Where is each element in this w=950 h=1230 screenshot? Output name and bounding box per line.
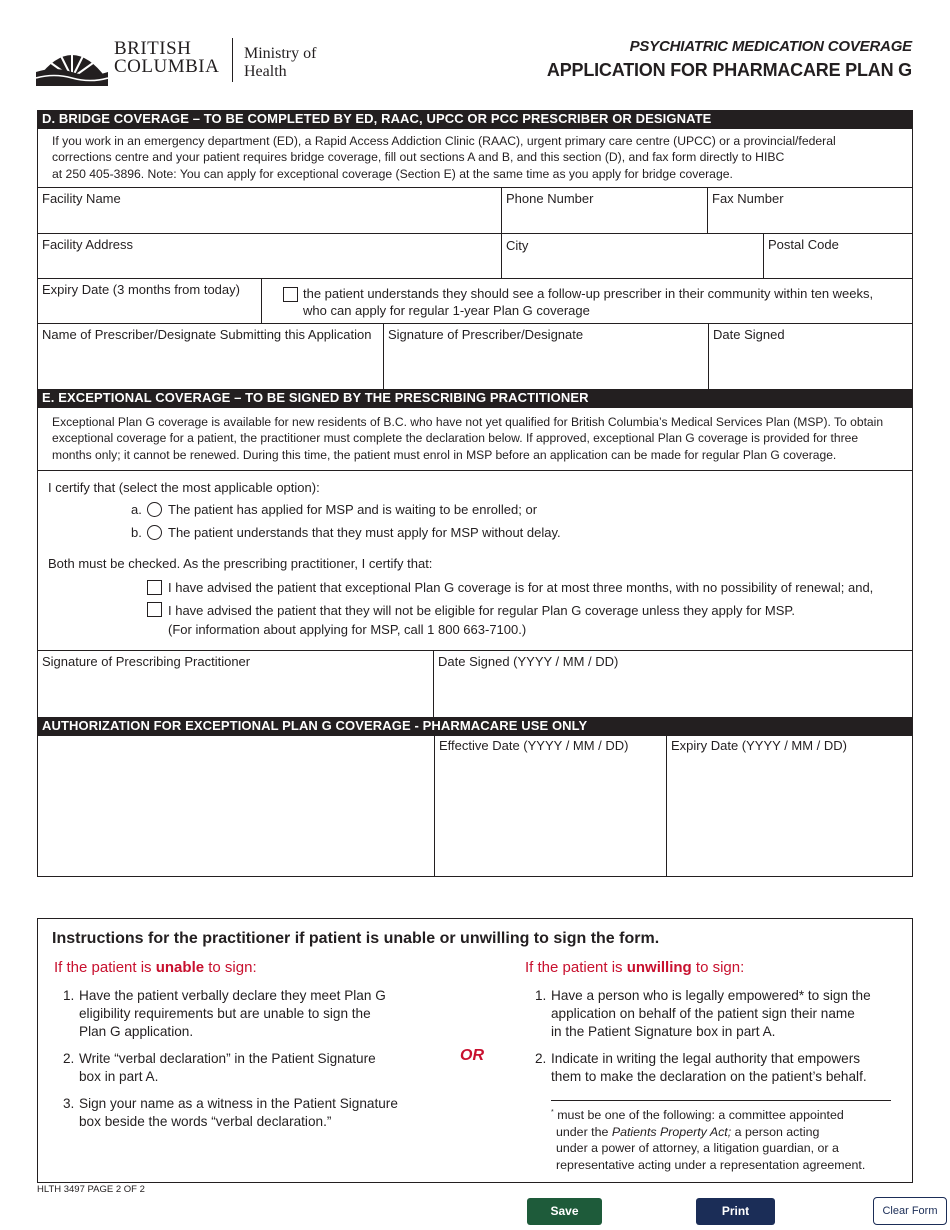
logo-divider: [232, 38, 233, 82]
facility-name-field[interactable]: [37, 187, 502, 234]
option-b-marker: b.: [131, 525, 142, 540]
step-number: 1.: [535, 988, 547, 1003]
save-button[interactable]: Save: [527, 1198, 602, 1225]
step-line: in the Patient Signature box in part A.: [551, 1024, 776, 1039]
section-d-intro-line1: If you work in an emergency department (ED), a Rapid Access Addiction Clinic (RAAC), urgent primary care centre (UPCC) or a provincial/federal: [52, 134, 836, 148]
effective-date-field[interactable]: [434, 736, 667, 877]
city-field[interactable]: [501, 233, 764, 279]
footnote-mark: *: [551, 1109, 554, 1116]
section-e-intro-line2: exceptional coverage for a patient, the practitioner must complete the declaration below. If approved, exceptional Plan G coverage is provided for three: [52, 431, 859, 446]
bc-wordmark: [114, 40, 219, 76]
step-number: 1.: [63, 988, 75, 1003]
effective-date-label: Effective Date (YYYY / MM / DD): [439, 738, 629, 753]
facility-address-field[interactable]: [37, 233, 502, 279]
prescriber-signature-field[interactable]: [383, 323, 709, 390]
or-separator: OR: [460, 1047, 484, 1064]
both-checked-text: Both must be checked. As the prescribing practitioner, I certify that:: [48, 556, 433, 571]
three-months-label: I have advised the patient that exceptional Plan G coverage is for at most three months, with no possibility of renewal; and,: [168, 580, 874, 595]
date-signed-label: Date Signed: [713, 327, 785, 342]
step-number: 2.: [63, 1051, 75, 1066]
step-line: them to make the declaration on the patient’s behalf.: [551, 1069, 867, 1084]
clear-form-button[interactable]: Clear Form: [873, 1197, 947, 1225]
unable-step-2: [63, 1050, 413, 1086]
section-d-intro-line3: at 250 405-3896. Note: You can apply for exceptional coverage (Section E) at the same time as you apply for bridge coverage.: [52, 166, 733, 181]
authorization-blank-cell: [37, 736, 435, 877]
unwilling-step-2: [535, 1050, 905, 1086]
msp-eligibility-label: I have advised the patient that they will not be eligible for regular Plan G coverage unless they apply for MSP.: [168, 603, 796, 618]
practitioner-date-field[interactable]: [433, 650, 913, 718]
option-a-marker: a.: [131, 502, 142, 517]
auth-expiry-date-label: Expiry Date (YYYY / MM / DD): [671, 738, 848, 753]
ministry-line2: Health: [244, 63, 287, 80]
postal-code-field[interactable]: [763, 233, 913, 279]
instructions-heading: Instructions for the practitioner if patient is unable or unwilling to sign the form.: [52, 930, 660, 947]
print-button[interactable]: Print: [696, 1198, 775, 1225]
unable-heading: [54, 959, 257, 976]
option-b-radio[interactable]: [147, 525, 162, 540]
form-code: HLTH 3497 PAGE 2 OF 2: [37, 1184, 145, 1195]
section-d-intro-line2: corrections centre and your patient requires bridge coverage, fill out sections A and B, and this section (D), and fax form directly to HIBC: [52, 150, 785, 165]
facility-address-label: Facility Address: [42, 237, 134, 252]
prescriber-name-field[interactable]: [37, 323, 384, 390]
bc-logo: [36, 36, 336, 88]
followup-text-line1: the patient understands they should see a follow-up prescriber in their community within ten weeks,: [303, 286, 874, 301]
ministry-line1: Ministry of: [244, 45, 317, 62]
practitioner-date-label: Date Signed (YYYY / MM / DD): [438, 654, 619, 669]
unwilling-heading-post: to sign:: [691, 959, 745, 976]
section-d-intro: [37, 129, 913, 188]
unwilling-step-1: [535, 987, 905, 1041]
form-title: APPLICATION FOR PHARMACARE PLAN G: [546, 60, 912, 80]
ministry-name: [244, 45, 316, 81]
footnote-line: representative acting under a representation agreement.: [556, 1157, 866, 1172]
logo-line2: COLUMBIA: [114, 56, 220, 77]
footnote-act-name: Patients Property Act;: [611, 1124, 732, 1139]
step-line: box beside the words “verbal declaration.”: [79, 1114, 332, 1129]
footnote-line: must be one of the following: a committee appointed: [557, 1108, 844, 1123]
option-b-label: The patient understands that they must apply for MSP without delay.: [168, 525, 561, 540]
unwilling-heading-pre: If the patient is: [525, 959, 627, 976]
section-e-intro-line1: Exceptional Plan G coverage is available for new residents of B.C. who have not yet qualified for British Columbia’s Medical Services Plan (MSP). To obtain: [52, 415, 884, 429]
step-number: 2.: [535, 1051, 547, 1066]
footnote-line: under the: [556, 1124, 612, 1139]
section-e-intro-line3: months only; it cannot be renewed. During this time, the patient must enrol in MSP before an application can be made for regular Plan G coverage.: [52, 447, 837, 462]
section-e-heading: E. EXCEPTIONAL COVERAGE – TO BE SIGNED BY THE PRESCRIBING PRACTITIONER: [37, 389, 913, 408]
facility-name-label: Facility Name: [42, 191, 121, 206]
unable-keyword: unable: [155, 959, 205, 976]
footnote: [551, 1105, 903, 1173]
date-signed-field[interactable]: [708, 323, 913, 390]
step-line: application on behalf of the patient sign their name: [551, 1006, 855, 1021]
prescriber-name-label: Name of Prescriber/Designate Submitting this Application: [42, 327, 372, 342]
msp-phone-note: (For information about applying for MSP, call 1 800 663-7100.): [168, 622, 527, 637]
prescriber-signature-label: Signature of Prescriber/Designate: [388, 327, 584, 342]
footnote-line: a person acting: [731, 1124, 820, 1139]
step-line: box in part A.: [79, 1069, 159, 1084]
three-months-checkbox[interactable]: [147, 580, 162, 595]
practitioner-signature-label: Signature of Prescribing Practitioner: [42, 654, 251, 669]
unable-heading-pre: If the patient is: [54, 959, 156, 976]
expiry-date-label: Expiry Date (3 months from today): [42, 282, 240, 297]
form-subtitle: PSYCHIATRIC MEDICATION COVERAGE: [629, 38, 912, 55]
step-line: eligibility requirements but are unable to sign the: [79, 1006, 371, 1021]
unable-step-3: [63, 1095, 433, 1131]
instructions-box: [37, 918, 913, 1183]
authorization-heading: AUTHORIZATION FOR EXCEPTIONAL PLAN G COVERAGE - PHARMACARE USE ONLY: [37, 717, 913, 736]
unwilling-heading: [525, 959, 744, 976]
followup-text-line2: who can apply for regular 1-year Plan G coverage: [303, 302, 590, 318]
option-a-label: The patient has applied for MSP and is waiting to be enrolled; or: [168, 502, 538, 517]
step-line: Indicate in writing the legal authority that empowers: [551, 1051, 861, 1066]
option-a-radio[interactable]: [147, 502, 162, 517]
followup-checkbox-cell: [261, 278, 913, 324]
fax-number-label: Fax Number: [712, 191, 784, 206]
postal-code-label: Postal Code: [768, 237, 839, 252]
unable-step-1: [63, 987, 413, 1041]
auth-expiry-date-field[interactable]: [666, 736, 913, 877]
certification-block: [37, 470, 913, 651]
city-label: City: [506, 238, 529, 253]
step-line: Have a person who is legally empowered* to sign the: [551, 988, 871, 1003]
step-line: Plan G application.: [79, 1024, 194, 1039]
footnote-rule: [551, 1100, 891, 1101]
step-line: Write “verbal declaration” in the Patient Signature: [79, 1051, 376, 1066]
step-line: Sign your name as a witness in the Patient Signature: [79, 1096, 398, 1111]
bc-sun-logo-icon: [36, 38, 108, 86]
followup-checkbox[interactable]: [283, 287, 298, 302]
footnote-line: under a power of attorney, a litigation guardian, or a: [556, 1141, 839, 1156]
logo-line1: BRITISH: [114, 38, 192, 59]
fax-number-field[interactable]: [707, 187, 913, 234]
unable-heading-post: to sign:: [204, 959, 257, 976]
practitioner-signature-field[interactable]: [37, 650, 434, 718]
step-line: Have the patient verbally declare they meet Plan G: [79, 988, 386, 1003]
expiry-date-field[interactable]: [37, 278, 262, 324]
unwilling-keyword: unwilling: [626, 959, 692, 976]
step-number: 3.: [63, 1096, 75, 1111]
msp-eligibility-checkbox[interactable]: [147, 602, 162, 617]
phone-number-field[interactable]: [501, 187, 708, 234]
phone-number-label: Phone Number: [506, 191, 594, 206]
certify-intro: I certify that (select the most applicable option):: [48, 480, 320, 495]
section-d-heading: D. BRIDGE COVERAGE – TO BE COMPLETED BY ED, RAAC, UPCC OR PCC PRESCRIBER OR DESIGNATE: [37, 110, 913, 129]
section-e-intro: [37, 408, 913, 471]
